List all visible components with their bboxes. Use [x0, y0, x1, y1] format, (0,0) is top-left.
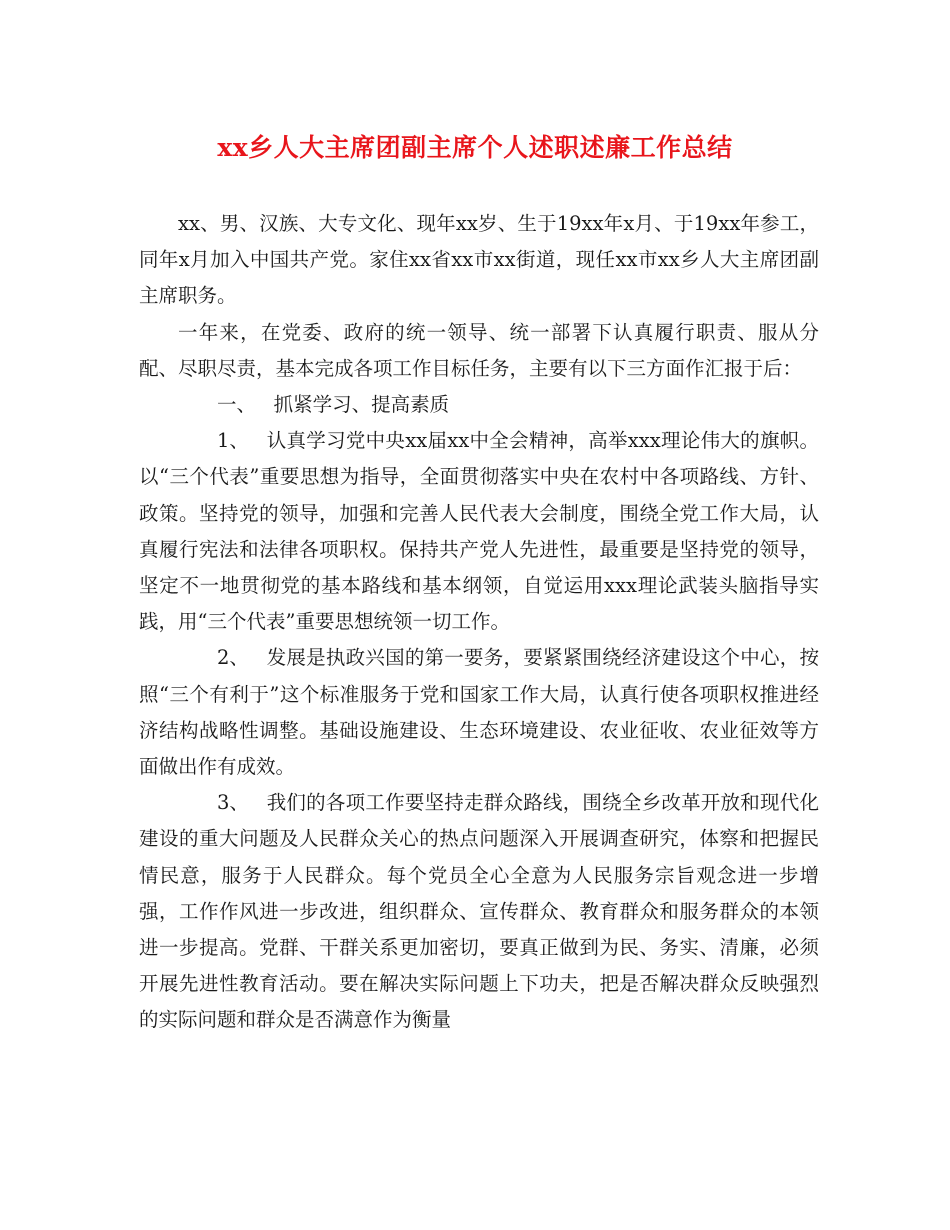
document-body	[139, 206, 819, 1039]
paragraph-item-3	[139, 785, 819, 1038]
section-heading-text: 抓紧学习、提高素质	[273, 393, 450, 417]
item-text: 发展是执政兴国的第一要务，要紧紧围绕经济建设这个中心，按照“三个有利于”这个标准服务于党和国家工作大局，认真行使各项职权推进经济结构战略性调整。基础设施建设、生态环境建设、农业征收、农业征效等方面做出作有成效。	[139, 646, 819, 779]
section-number: 一、	[217, 393, 257, 417]
paragraph-item-1	[139, 423, 819, 640]
document-title: xx乡人大主席团副主席个人述职述廉工作总结	[217, 133, 733, 162]
item-text: 我们的各项工作要坚持走群众路线，围绕全乡改革开放和现代化建设的重大问题及人民群众关心的热点问题深入开展调查研究，体察和把握民情民意，服务于人民群众。每个党员全心全意为人民服务宗旨观念进一步增强，工作作风进一步改进，组织群众、宣传群众、教育群众和服务群众的本领进一步提高。党群、干群关系更加密切，要真正做到为民、务实、清廉，必须开展先进性教育活动。要在解决实际问题上下功夫，把是否解决群众反映强烈的实际问题和群众是否满意作为衡量	[139, 791, 819, 1032]
item-text: 认真学习党中央xx届xx中全会精神，高举xxx理论伟大的旗帜。以“三个代表”重要思想为指导，全面贯彻落实中央在农村中各项路线、方针、政策。坚持党的领导，加强和完善人民代表大会制度，围绕全党工作大局，认真履行宪法和法律各项职权。保持共产党人先进性，最重要是坚持党的领导，坚定不一地贯彻党的基本路线和基本纲领，自觉运用xxx理论武装头脑指导实践，用“三个代表”重要思想统领一切工作。	[139, 429, 819, 634]
item-number: 3、	[217, 791, 249, 815]
paragraph-intro: 一年来，在党委、政府的统一领导、统一部署下认真履行职责、服从分配、尽职尽责，基本完成各项工作目标任务，主要有以下三方面作汇报于后：	[139, 320, 819, 380]
paragraph-personal-info: xx、男、汉族、大专文化、现年xx岁、生于19xx年x月、于19xx年参工，同年x月加入中国共产党。家住xx省xx市xx街道，现任xx市xx乡人大主席团副主席职务。	[139, 212, 819, 308]
section-heading	[139, 387, 819, 423]
item-number: 2、	[217, 646, 249, 670]
item-number: 1、	[217, 429, 249, 453]
paragraph-item-2	[139, 640, 819, 785]
